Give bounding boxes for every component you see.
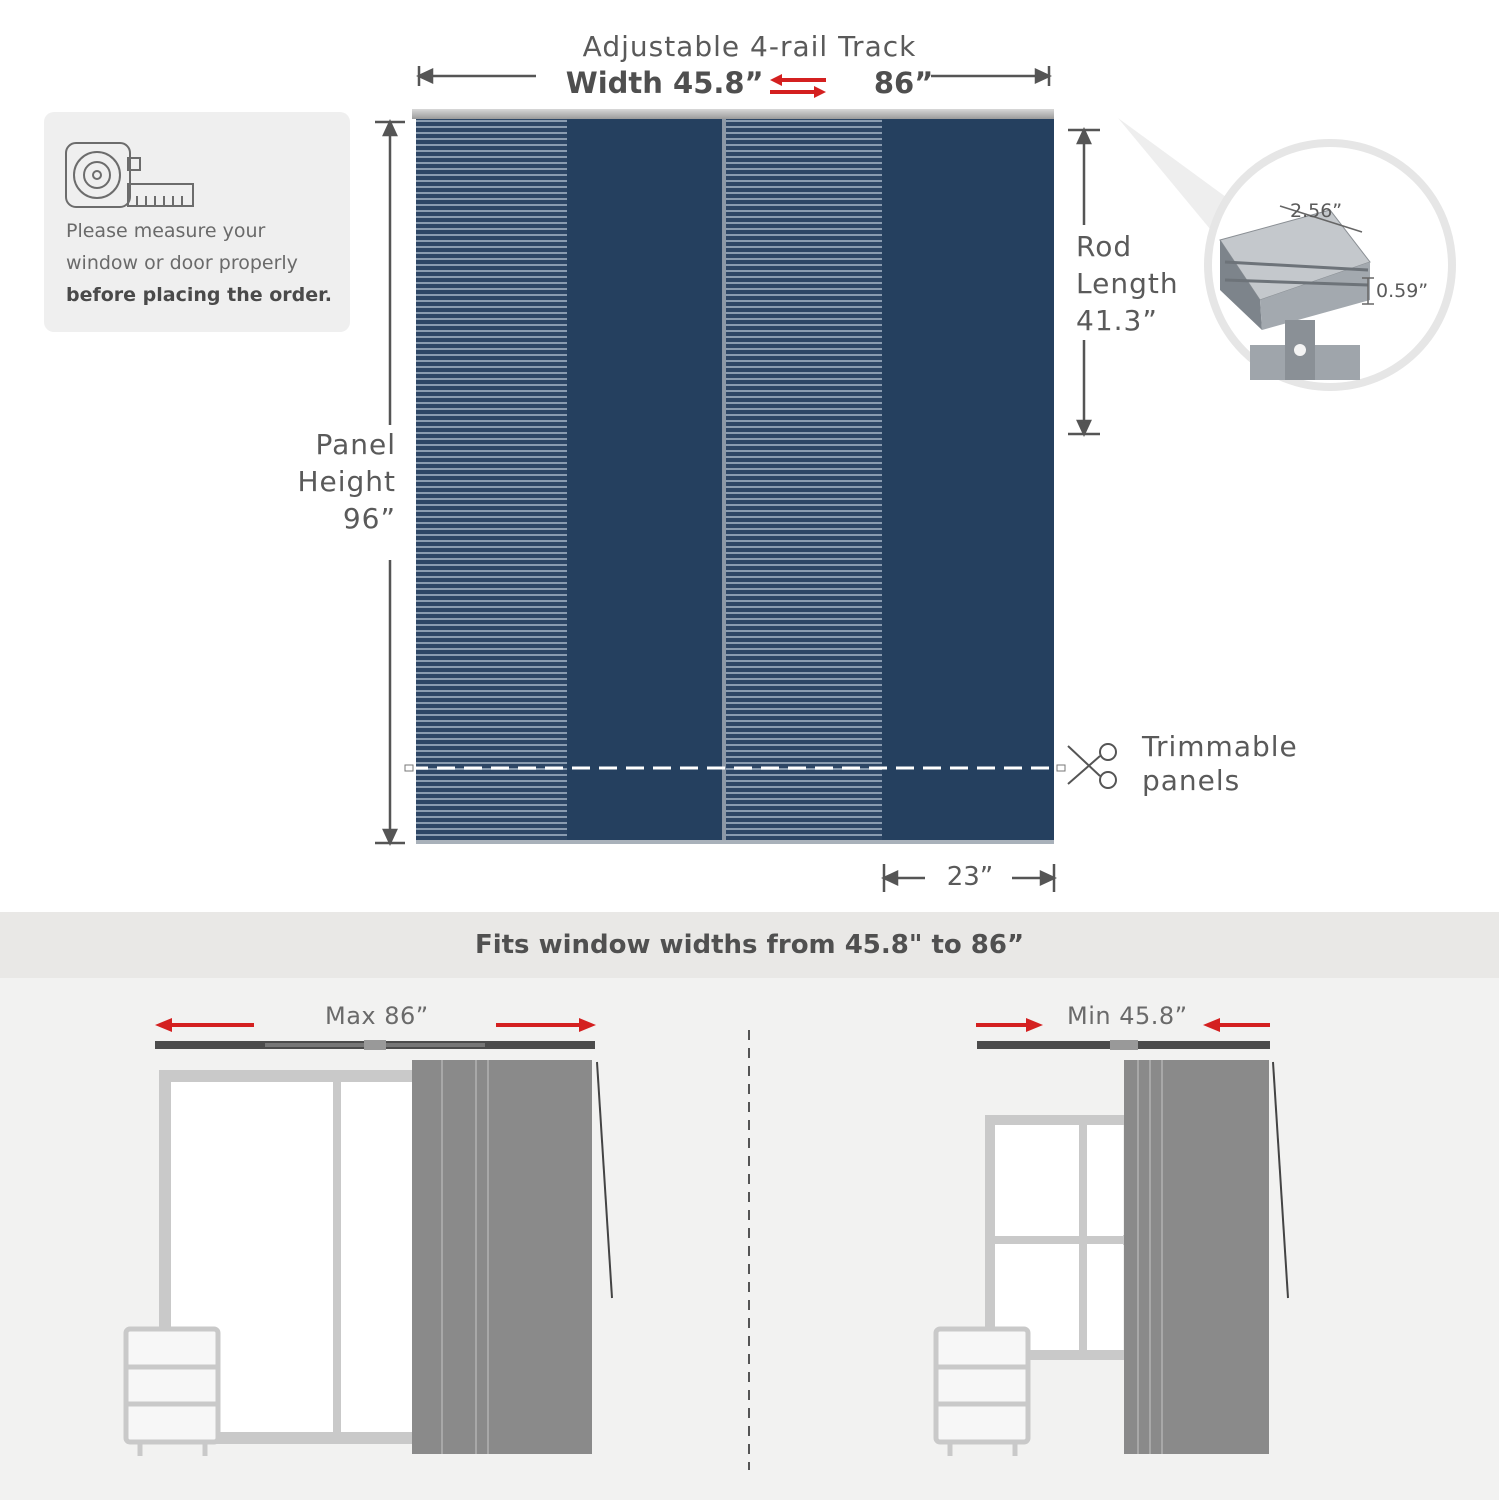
trim-marker-right	[1057, 765, 1065, 771]
fit-band-text: Fits window widths from 45.8" to 86”	[474, 930, 1025, 960]
bracket-depth-label: 2.56”	[1290, 200, 1343, 222]
panel-solid-1	[567, 119, 724, 843]
panels-max	[412, 1060, 612, 1454]
panel-divider	[722, 119, 726, 843]
min-label: Min 45.8”	[1067, 1002, 1188, 1030]
trim-label	[1142, 730, 1298, 798]
rod-length-value: 41.3”	[1076, 304, 1158, 337]
dresser-min	[936, 1329, 1028, 1456]
adjust-arrows-icon	[770, 74, 826, 98]
rod-word: Rod	[1076, 230, 1133, 263]
note-line-3: before placing the order.	[66, 284, 333, 306]
max-arrow-left	[155, 1018, 254, 1032]
max-label: Max 86”	[325, 1002, 429, 1030]
note-line-2: window or door properly	[66, 252, 298, 274]
min-arrow-right	[1203, 1018, 1270, 1032]
width-dimension	[419, 66, 1049, 86]
max-arrow-right	[496, 1018, 596, 1032]
panel-striped-1	[416, 119, 568, 843]
scissors-icon	[1068, 744, 1116, 788]
panel-height-word2: Height	[297, 465, 396, 498]
rod-length-label	[1076, 228, 1179, 339]
dresser-max	[126, 1329, 218, 1456]
panels-min	[1124, 1060, 1288, 1454]
panel-bottom-edge	[416, 840, 1054, 844]
panel-solid-2	[882, 119, 1054, 843]
panel-height-label	[280, 426, 396, 537]
trim-marker-left	[405, 765, 413, 771]
panel-height-word: Panel	[315, 428, 396, 461]
width-min-label: Width 45.8”	[565, 66, 764, 100]
panel-height-value: 96”	[342, 502, 396, 535]
rod-word2: Length	[1076, 267, 1179, 300]
note-line-1: Please measure your	[66, 220, 266, 242]
track-title: Adjustable 4-rail Track	[582, 30, 917, 63]
min-track	[977, 1040, 1270, 1050]
panel-width-label: 23”	[946, 862, 994, 892]
headrail	[412, 109, 1054, 119]
bracket-height-label: 0.59”	[1376, 280, 1429, 302]
min-arrow-left	[976, 1018, 1043, 1032]
trim-word: Trimmable	[1142, 730, 1298, 763]
max-track	[155, 1040, 595, 1050]
callout-pointer	[1118, 118, 1230, 235]
trim-word2: panels	[1142, 764, 1241, 797]
install-illustrations	[0, 978, 1499, 1500]
panel-striped-2	[726, 119, 884, 843]
width-max-label: 86”	[873, 66, 934, 100]
